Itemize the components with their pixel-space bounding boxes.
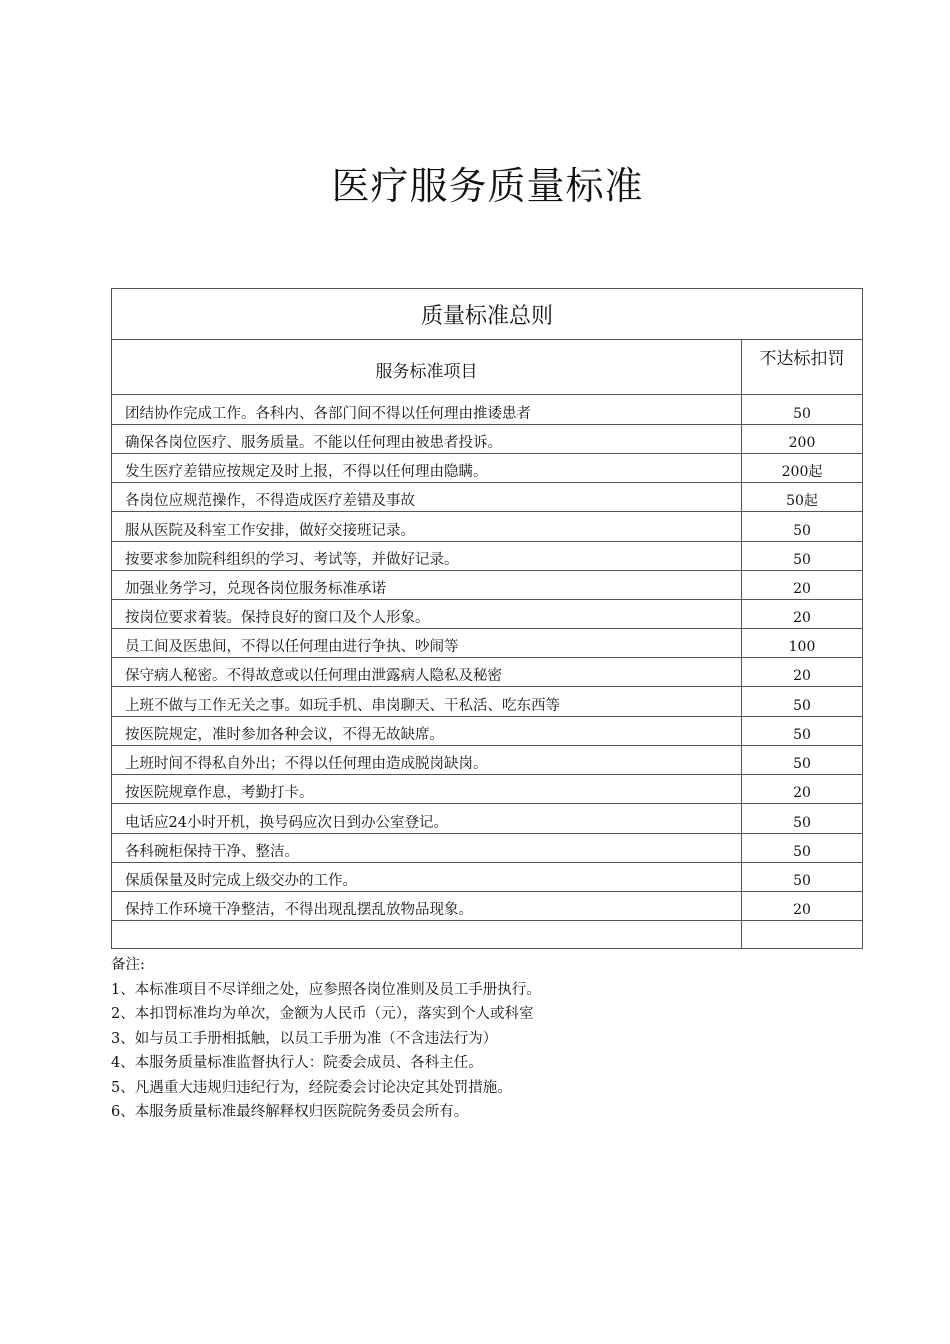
note-item: 1、本标准项目不尽详细之处，应参照各岗位准则及员工手册执行。 [111, 981, 541, 998]
penalty-amount: 50 [742, 804, 863, 834]
table-row [112, 804, 863, 834]
penalty-amount: 50 [742, 746, 863, 775]
notes-section [111, 953, 871, 1125]
page-title: 医疗服务质量标准 [331, 164, 644, 208]
standard-item: 服从医院及科室工作安排，做好交接班记录。 [112, 512, 742, 542]
penalty-amount: 20 [742, 571, 863, 600]
table-row [112, 746, 863, 775]
empty-cell [742, 921, 863, 949]
standard-item: 按医院规章作息，考勤打卡。 [112, 775, 742, 804]
penalty-amount: 50 [742, 834, 863, 863]
note-item: 3、如与员工手册相抵触，以员工手册为准（不含违法行为） [111, 1030, 498, 1047]
table-row [112, 542, 863, 571]
table-row [112, 600, 863, 629]
standard-item: 确保各岗位医疗、服务质量。不能以任何理由被患者投诉。 [112, 425, 742, 454]
penalty-amount: 200 [742, 425, 863, 454]
penalty-amount: 50 [742, 395, 863, 425]
standard-item: 保持工作环境干净整洁，不得出现乱摆乱放物品现象。 [112, 892, 742, 921]
table-row [112, 483, 863, 512]
penalty-amount: 50 [742, 863, 863, 892]
standard-item: 发生医疗差错应按规定及时上报，不得以任何理由隐瞒。 [112, 454, 742, 483]
standard-item: 团结协作完成工作。各科内、各部门间不得以任何理由推诿患者 [112, 395, 742, 425]
column-header-item: 服务标准项目 [112, 340, 742, 395]
table-header-row [112, 340, 863, 395]
table-row [112, 717, 863, 746]
table-row-empty [112, 921, 863, 949]
penalty-amount: 200起 [742, 454, 863, 483]
note-item: 4、本服务质量标准监督执行人：院委会成员、各科主任。 [111, 1055, 483, 1071]
note-item: 6、本服务质量标准最终解释权归医院院务委员会所有。 [111, 1104, 469, 1120]
table-row [112, 571, 863, 600]
penalty-amount: 50 [742, 542, 863, 571]
table-row [112, 834, 863, 863]
table-row [112, 863, 863, 892]
table-caption: 质量标准总则 [112, 289, 863, 340]
penalty-amount: 20 [742, 892, 863, 921]
standard-item: 保守病人秘密。不得故意或以任何理由泄露病人隐私及秘密 [112, 658, 742, 687]
standard-item: 各科碗柜保持干净、整洁。 [112, 834, 742, 863]
penalty-amount: 20 [742, 775, 863, 804]
table-row [112, 687, 863, 717]
table-row [112, 512, 863, 542]
table-row [112, 658, 863, 687]
penalty-amount: 50 [742, 512, 863, 542]
standard-item: 员工间及医患间，不得以任何理由进行争执、吵闹等 [112, 629, 742, 658]
penalty-amount: 50 [742, 687, 863, 717]
table-row [112, 425, 863, 454]
table-caption-row [112, 289, 863, 340]
standard-item: 电话应24小时开机，换号码应次日到办公室登记。 [112, 804, 742, 834]
note-item: 2、本扣罚标准均为单次，金额为人民币（元），落实到个人或科室 [111, 1006, 534, 1022]
standard-item: 各岗位应规范操作，不得造成医疗差错及事故 [112, 483, 742, 512]
table-row [112, 629, 863, 658]
empty-cell [112, 921, 742, 949]
standard-item: 上班不做与工作无关之事。如玩手机、串岗聊天、干私活、吃东西等 [112, 687, 742, 717]
penalty-amount: 50起 [742, 483, 863, 512]
column-header-penalty: 不达标扣罚 [742, 340, 863, 395]
table-row [112, 892, 863, 921]
quality-standard-table [111, 288, 863, 949]
standard-item: 按岗位要求着装。保持良好的窗口及个人形象。 [112, 600, 742, 629]
penalty-amount: 20 [742, 600, 863, 629]
standard-item: 加强业务学习，兑现各岗位服务标准承诺 [112, 571, 742, 600]
notes-heading: 备注: [111, 957, 145, 973]
penalty-amount: 20 [742, 658, 863, 687]
table-row [112, 395, 863, 425]
table-row [112, 454, 863, 483]
standard-item: 上班时间不得私自外出；不得以任何理由造成脱岗缺岗。 [112, 746, 742, 775]
note-item: 5、凡遇重大违规归违纪行为，经院委会讨论决定其处罚措施。 [111, 1079, 512, 1096]
standard-item: 按要求参加院科组织的学习、考试等，并做好记录。 [112, 542, 742, 571]
penalty-amount: 50 [742, 717, 863, 746]
standard-item: 保质保量及时完成上级交办的工作。 [112, 863, 742, 892]
standard-item: 按医院规定，准时参加各种会议，不得无故缺席。 [112, 717, 742, 746]
penalty-amount: 100 [742, 629, 863, 658]
table-row [112, 775, 863, 804]
